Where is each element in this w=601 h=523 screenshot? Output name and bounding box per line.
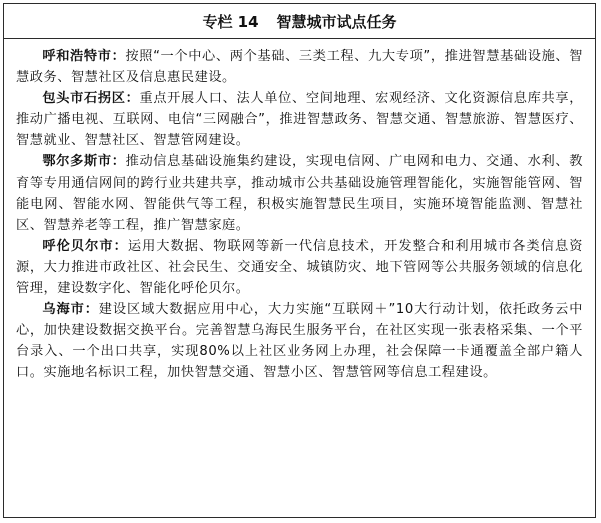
city-name: 乌海市： — [42, 302, 99, 318]
box-body — [4, 39, 595, 384]
section-hulunbuir — [16, 236, 583, 299]
box-code: 专栏 14 — [202, 12, 259, 31]
task-box — [3, 3, 596, 518]
section-wuhai — [16, 299, 583, 383]
city-name: 呼和浩特市： — [42, 49, 126, 64]
city-name: 包头市石拐区： — [42, 91, 140, 107]
section-hohhot — [16, 46, 583, 88]
section-text: 按照“一个中心、两个基础、三类工程、九大专项”，推进智慧基础设施、智慧政务、智慧社区及信息惠民建设。 — [16, 49, 583, 86]
city-name: 鄂尔多斯市： — [42, 154, 126, 170]
section-ordos — [16, 151, 583, 235]
section-text: 推动信息基础设施集约建设，实现电信网、广电网和电力、交通、水利、教育等专用通信网间的跨行业共建共享，推动城市公共基础设施管理智能化，实施智能管网、智能电网、智能水网、智能供气等工程，积极实施智慧民生项目，实施环境智能监测、智慧社区、智慧养老等工程，推广智慧家庭。 — [16, 154, 583, 233]
section-text: 建设区域大数据应用中心，大力实施“互联网＋”10大行动计划，依托政务云中心，加快建设数据交换平台。完善智慧乌海民生服务平台，在社区实现一张表格采集、一个平台录入、一个出口共享，实现80%以上社区业务网上办理，社会保障一卡通覆盖全部户籍人口。实施地名标识工程，加快智慧交通、智慧小区、智慧管网等信息工程建设。 — [16, 302, 583, 381]
section-text: 运用大数据、物联网等新一代信息技术，开发整合和利用城市各类信息资源，大力推进市政社区、社会民生、交通安全、城镇防灾、地下管网等公共服务领域的信息化管理，建设数字化、智能化呼伦贝尔。 — [16, 238, 583, 297]
city-name: 呼伦贝尔市： — [42, 238, 128, 254]
box-title: 智慧城市试点任务 — [276, 12, 397, 31]
box-header — [4, 4, 595, 39]
section-text: 重点开展人口、法人单位、空间地理、宏观经济、文化资源信息库共享，推动广播电视、互联网、电信“三网融合”，推进智慧政务、智慧交通、智慧旅游、智慧医疗、智慧就业、智慧社区、智慧管网建设。 — [16, 91, 583, 149]
section-baotou-shiguai — [16, 88, 583, 151]
